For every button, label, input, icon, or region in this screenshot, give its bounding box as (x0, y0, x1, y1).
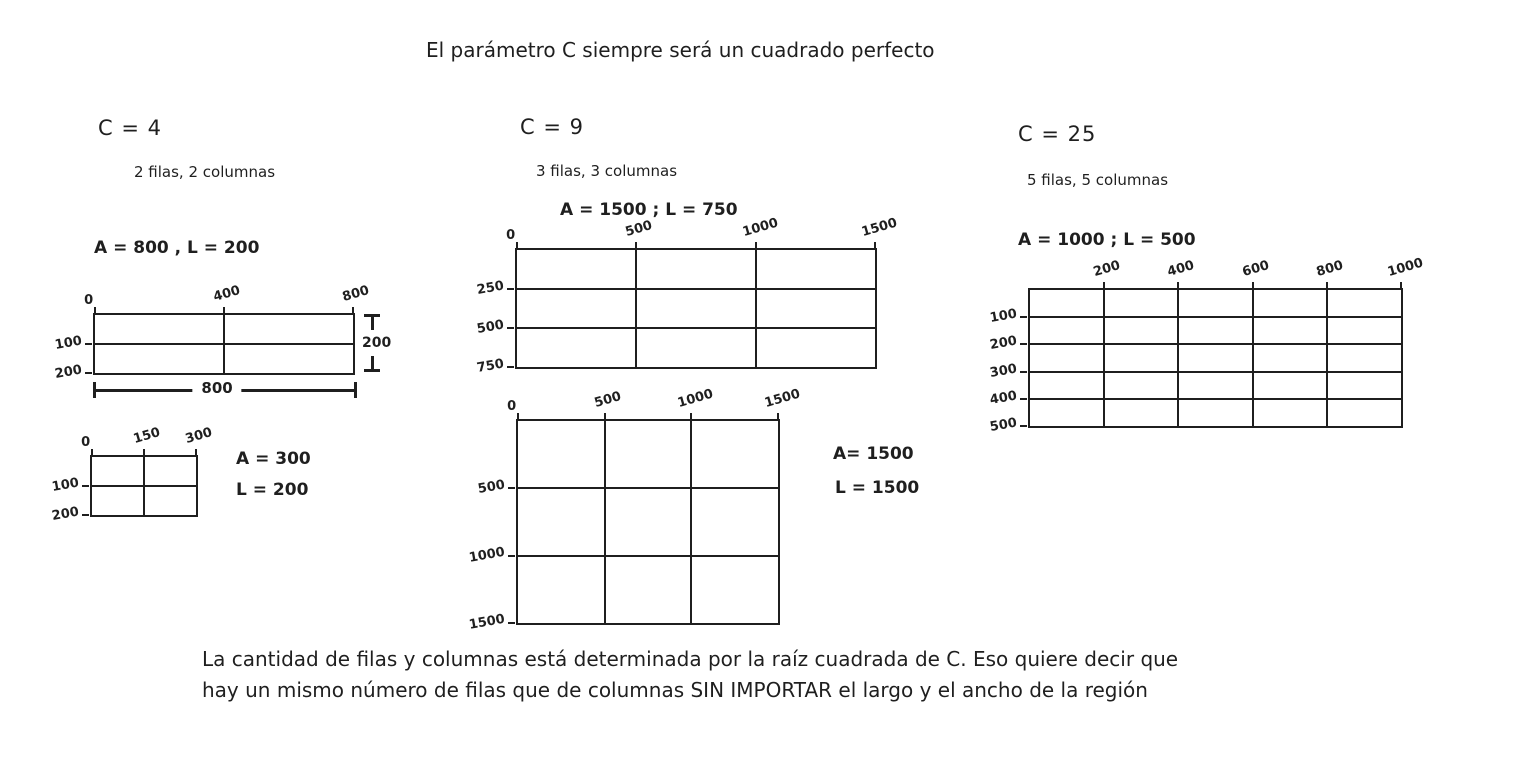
y-axis-label: 750 (475, 356, 506, 376)
c9-square-grid (467, 386, 802, 633)
x-axis-tick (1400, 282, 1402, 289)
x-axis-label: 1000 (1386, 255, 1425, 280)
x-axis-label: 1500 (763, 386, 802, 411)
x-axis-label: 500 (624, 218, 655, 240)
grid-hline (518, 487, 778, 489)
grid-hline (95, 343, 353, 345)
x-axis-label: 0 (506, 228, 516, 243)
x-axis-label: 200 (1091, 258, 1123, 280)
x-axis-label: 0 (507, 399, 517, 414)
x-axis-label: 0 (81, 435, 91, 450)
x-axis-label: 500 (592, 389, 623, 411)
x-axis-tick (690, 413, 692, 420)
grid-hline (1030, 371, 1401, 373)
footer-line2: hay un mismo número de filas que de columnas SIN IMPORTAR el largo y el ancho de la región (202, 678, 1148, 702)
grid-vline (1103, 290, 1105, 426)
c9-wide-grid (475, 215, 899, 376)
y-axis-tick (508, 487, 515, 489)
y-axis-tick (508, 622, 515, 624)
x-axis-tick (777, 413, 779, 420)
y-axis-label: 200 (53, 362, 84, 382)
y-axis-tick (1020, 398, 1027, 400)
x-axis-tick (352, 307, 354, 314)
grid-vline (1177, 290, 1179, 426)
y-axis-tick (85, 372, 92, 374)
x-axis-tick (143, 449, 145, 456)
c4-small-area-label: A = 300 (236, 449, 311, 469)
y-axis-tick (507, 288, 514, 290)
c9-dimensions: A = 1500 ; L = 750 (560, 200, 738, 220)
grid-vline (604, 421, 606, 623)
y-axis-label: 100 (50, 475, 81, 495)
x-axis-tick (1103, 282, 1105, 289)
x-axis-tick (223, 307, 225, 314)
grid-vline (1252, 290, 1254, 426)
x-axis-label: 400 (1166, 258, 1197, 280)
c4-small-length-label: L = 200 (236, 480, 309, 500)
x-axis-tick (604, 413, 606, 420)
dimension-stem-bottom (371, 356, 374, 369)
grid-vline (690, 421, 692, 623)
x-axis-label: 150 (131, 425, 162, 447)
y-axis-label: 1000 (467, 544, 507, 566)
y-axis-label: 300 (988, 361, 1019, 381)
c4-rows-cols: 2 filas, 2 columnas (134, 163, 276, 181)
y-axis-label: 250 (475, 278, 506, 298)
y-axis-tick (1020, 371, 1027, 373)
width-dimension-label: 800 (192, 379, 241, 397)
y-axis-label: 100 (53, 333, 84, 353)
dimension-stem-top (371, 317, 374, 330)
y-axis-tick (507, 327, 514, 329)
c4-main-grid (53, 283, 371, 382)
height-dimension-label: 200 (362, 335, 392, 351)
x-axis-label: 300 (183, 425, 214, 447)
c9-rows-cols: 3 filas, 3 columnas (536, 162, 678, 180)
y-axis-label: 200 (50, 504, 81, 524)
y-axis-label: 500 (475, 317, 506, 337)
footer-note (202, 644, 1178, 706)
grid-hline (1030, 398, 1401, 400)
y-axis-tick (507, 366, 514, 368)
x-axis-label: 800 (1314, 258, 1345, 280)
grid-vline (755, 250, 757, 367)
grid-hline (518, 555, 778, 557)
c25-dimensions: A = 1000 ; L = 500 (1018, 230, 1196, 250)
grid-hline (517, 288, 875, 290)
y-axis-label: 200 (988, 333, 1019, 354)
c4-dimensions: A = 800 , L = 200 (94, 238, 260, 258)
y-axis-tick (1020, 425, 1027, 427)
x-axis-tick (874, 242, 876, 249)
x-axis-label: 400 (211, 283, 242, 305)
y-axis-tick (82, 514, 89, 516)
x-axis-tick (1177, 282, 1179, 289)
grid-vline (1326, 290, 1328, 426)
y-axis-label: 500 (476, 477, 507, 498)
y-axis-label: 500 (988, 415, 1019, 435)
c4-small-grid (50, 425, 214, 524)
grid-vline (635, 250, 637, 367)
y-axis-tick (1020, 316, 1027, 318)
x-axis-tick (94, 307, 96, 314)
c25-label: C = 25 (1018, 122, 1097, 146)
x-axis-tick (517, 413, 519, 420)
y-axis-label: 100 (988, 306, 1019, 327)
y-axis-label: 400 (988, 388, 1019, 408)
c9-square-area-label: A= 1500 (833, 444, 914, 464)
c9-label: C = 9 (520, 115, 584, 139)
y-axis-tick (1020, 343, 1027, 345)
x-axis-tick (1326, 282, 1328, 289)
c9-square-length-label: L = 1500 (835, 478, 920, 498)
footer-line1: La cantidad de filas y columnas está determinada por la raíz cuadrada de C. Eso quiere decir que (202, 647, 1179, 671)
x-axis-label: 0 (84, 293, 94, 308)
x-axis-tick (195, 449, 197, 456)
y-axis-tick (508, 555, 515, 557)
c4-label: C = 4 (98, 116, 162, 140)
grid-hline (1030, 316, 1401, 318)
x-axis-tick (516, 242, 518, 249)
x-axis-tick (755, 242, 757, 249)
y-axis-tick (85, 343, 92, 345)
dimension-cap-right (354, 382, 357, 398)
grid-hline (517, 327, 875, 329)
dimension-cap-bottom (364, 369, 380, 372)
x-axis-label: 1000 (740, 215, 780, 240)
width-dimension-marker (93, 381, 357, 399)
x-axis-label: 600 (1240, 258, 1271, 280)
grid-hline (1030, 343, 1401, 345)
c25-grid (988, 255, 1425, 435)
height-dimension-marker (362, 314, 392, 372)
x-axis-tick (1252, 282, 1254, 289)
x-axis-label: 1000 (676, 386, 716, 411)
x-axis-tick (91, 449, 93, 456)
grid-hline (92, 485, 196, 487)
c25-rows-cols: 5 filas, 5 columnas (1027, 171, 1169, 189)
x-axis-tick (635, 242, 637, 249)
page-title: El parámetro C siempre será un cuadrado perfecto (426, 38, 935, 62)
y-axis-tick (82, 485, 89, 487)
y-axis-label: 1500 (467, 611, 507, 633)
x-axis-label: 1500 (860, 215, 899, 240)
x-axis-label: 800 (340, 283, 371, 305)
